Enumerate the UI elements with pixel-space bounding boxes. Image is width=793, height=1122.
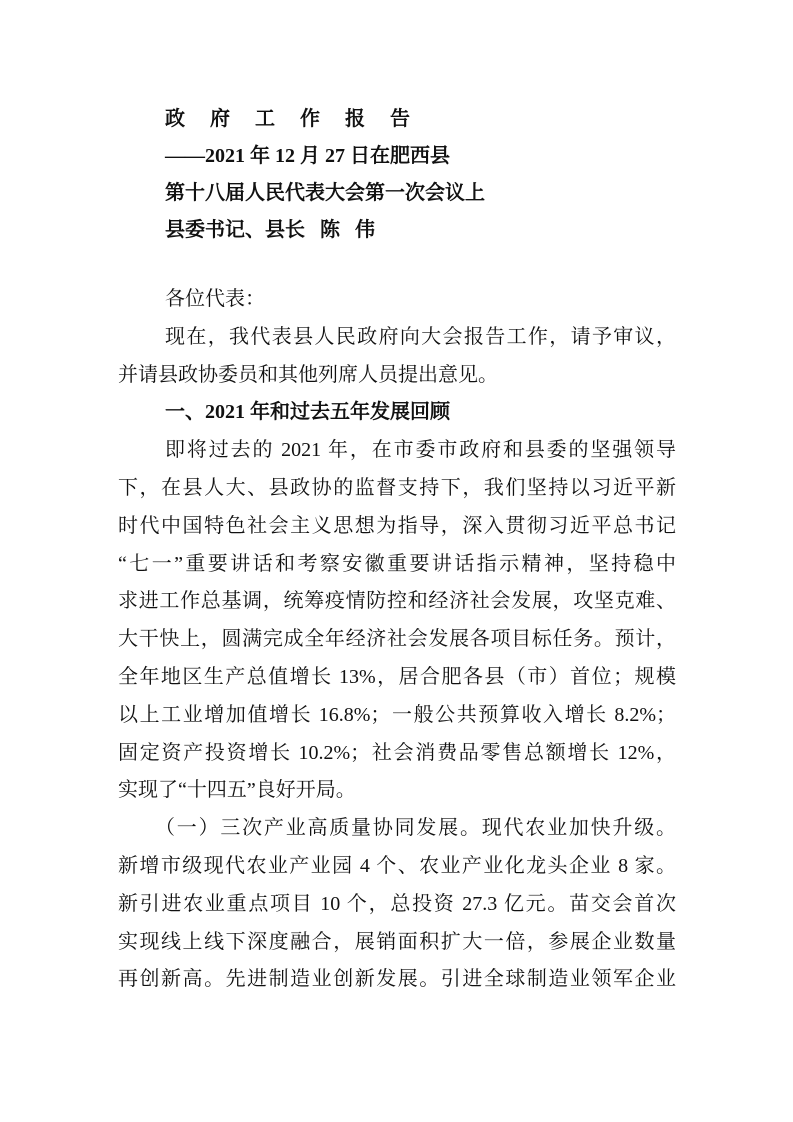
paragraph-line: 新引进农业重点项目 10 个，总投资 27.3 亿元。苗交会首次 [118, 892, 676, 915]
intro-line: 并请县政协委员和其他列席人员提出意见。 [118, 363, 498, 386]
paragraph-line: 再创新高。先进制造业创新发展。引进全球制造业领军企业 [118, 968, 676, 991]
paragraph-line: 以上工业增加值增长 16.8%；一般公共预算收入增长 8.2%； [118, 703, 676, 726]
salutation: 各位代表： [165, 288, 265, 310]
report-meeting-line: 第十八届人民代表大会第一次会议上 [165, 182, 485, 204]
paragraph-line: 实现线上线下深度融合，展销面积扩大一倍，参展企业数量 [118, 930, 676, 953]
paragraph-line: （一）三次产业高质量协同发展。现代农业加快升级。 [155, 817, 676, 840]
paragraph-line: 大干快上，圆满完成全年经济社会发展各项目标任务。预计， [118, 628, 676, 651]
report-header [165, 101, 685, 249]
paragraph-line: 固定资产投资增长 10.2%；社会消费品零售总额增长 12%， [118, 741, 676, 764]
report-speaker: 县委书记、县长 陈 伟 [165, 219, 375, 241]
paragraph-line: 全年地区生产总值增长 13%，居合肥各县（市）首位；规模 [118, 665, 676, 688]
report-date-line: ——2021 年 12 月 27 日在肥西县 [165, 145, 450, 167]
report-title: 政 府 工 作 报 告 [165, 108, 420, 130]
intro-line: 现在，我代表县人民政府向大会报告工作，请予审议， [165, 325, 676, 348]
paragraph-line: 实现了“十四五”良好开局。 [118, 779, 356, 802]
report-body [118, 281, 676, 999]
paragraph-line: “七一”重要讲话和考察安徽重要讲话指示精神，坚持稳中 [118, 552, 676, 575]
section-heading: 一、2021 年和过去五年发展回顾 [165, 401, 450, 424]
paragraph-line: 下，在县人大、县政协的监督支持下，我们坚持以习近平新 [118, 476, 676, 499]
paragraph-line: 求进工作总基调，统筹疫情防控和经济社会发展，攻坚克难、 [118, 590, 676, 613]
paragraph-line: 时代中国特色社会主义思想为指导，深入贯彻习近平总书记 [118, 514, 676, 537]
paragraph-line: 即将过去的 2021 年，在市委市政府和县委的坚强领导 [165, 439, 676, 462]
paragraph-line: 新增市级现代农业产业园 4 个、农业产业化龙头企业 8 家。 [118, 854, 676, 877]
